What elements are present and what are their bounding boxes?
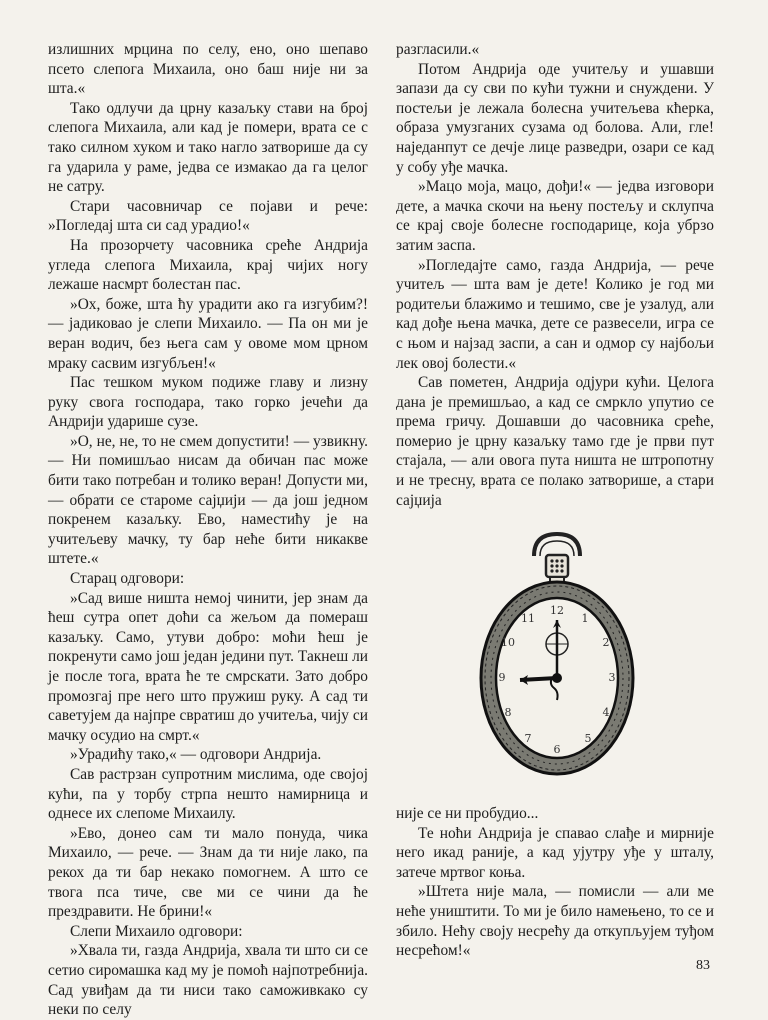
svg-text:3: 3	[608, 671, 616, 684]
svg-text:6: 6	[553, 743, 561, 756]
paragraph: Пас тешком муком подиже главу и лизну руку свога господара, тако горко јечећи да Андрији ударише сузе.	[48, 374, 368, 431]
paragraph: Слепи Михаило одговори:	[70, 922, 243, 940]
paragraph: разгласили.«	[396, 41, 480, 58]
paragraph: Сав растрзан супротним мислима, оде својој кући, па у торбу стрпа нешто намирница и однесе их слепоме Михаилу.	[48, 765, 368, 823]
paragraph: »О, не, не, то не смем допустити! — узвикну. — Ни помишљао нисам да обичан пас може бити тако потребан и толико веран! Допусти ми, — обрати се староме сајџији — да још једном покренем казаљку. Ево, наместићу је на учитељеву мачку, ту бар неће бити никакве штете.«	[48, 432, 368, 568]
paragraph: »Урадићу тако,« — одговори Андрија.	[70, 746, 322, 764]
paragraph: Стари часовничар се појави и рече: »Погледај шта си сад урадио!«	[48, 197, 368, 235]
paragraph: Те ноћи Андрија је спавао слађе и мирније него икад раније, а кад ујутру уђе у шталу, затече мртвог коња.	[396, 824, 714, 881]
svg-text:8: 8	[504, 706, 512, 719]
paragraph: Сав пометен, Андрија одјури кући. Целога дана је премишљао, а кад се смркло упутио се према гричу. Дошавши до часовника среће, померио је црну казаљку тамо где је први пут стајала, — али овога пута ништа не штропотну и не тресну, врата се полако затворише, а стари сајџија	[396, 374, 714, 509]
paragraph: »Мацо моја, мацо, дођи!« — једва изговори дете, а мачка скочи на њену постељу и склупча се крај своје болесне господарице, која убрзо затим заспа.	[396, 178, 714, 254]
paragraph: »Ох, боже, шта ћу урадити ако га изгубим?! — јадиковао је слепи Михаило. — Па он ми је веран водич, без њега сам у овоме мом црном мраку сасвим изгубљен!«	[48, 295, 368, 372]
pocket-watch-icon	[470, 528, 645, 778]
svg-text:11: 11	[521, 612, 535, 625]
svg-text:5: 5	[584, 732, 592, 745]
paragraph: »Штета није мала, — помисли — али ме неће уништити. То ми је било намењено, то се и збило. Нећу своју несрећу да откупљујем туђом несрећом!«	[396, 883, 714, 960]
paragraph: Потом Андрија оде учитељу и ушавши запази да су сви по кући тужни и снуждени. У постељи је лежала болесна учитељева кћерка, образа умузганих сузама од болова. Али, гле! наједанпут се дечје лице разведри, озари се кад у собу уђе мачка.	[396, 60, 714, 176]
paragraph: »Хвала ти, газда Андрија, хвала ти што си се сетио сиромашка кад му је помоћ најпотребнија. Сад увиђам да ти ниси тако саможивкако су неки по селу	[48, 942, 368, 1019]
svg-text:1: 1	[581, 612, 589, 625]
paragraph: Старац одговори:	[70, 570, 185, 588]
right-text-column-top	[396, 40, 714, 510]
svg-text:7: 7	[524, 732, 532, 745]
svg-text:12: 12	[550, 604, 564, 617]
paragraph: »Погледајте само, газда Андрија, — рече учитељ — шта вам је дете! Колико је год ми родитељи блажимо и тешимо, све је узалуд, али кад дође њена мачка, дете се развесели, игра се с њом и најзад заспи, а сан и одмор су најбољи лек овој болести.«	[396, 256, 714, 372]
svg-text:4: 4	[602, 706, 610, 719]
svg-text:9: 9	[498, 671, 506, 684]
right-text-column-bottom	[396, 804, 714, 961]
svg-text:10: 10	[501, 636, 515, 649]
paragraph: »Сад више ништа немој чинити, јер знам да ћеш сутра опет доћи са жељом да помераш казаљку. Само, утуви добро: моћи ћеш је покренути само још један једини пут. Такнеш ли је после тога, врата ће те смрскати. Зато добро промозгај пре него што пружиш руку. А сад ти саветујем да најпре свратиш до учитеља, чију си мачку осудио на смрт.«	[48, 589, 368, 744]
paragraph: није се ни пробудио...	[396, 805, 539, 822]
svg-text:2: 2	[602, 636, 610, 649]
paragraph: »Ево, донео сам ти мало понуда, чика Михаило, — рече. — Знам да ти није лако, па рекох да ти бар некако помогнем. А што се твога пса тиче, све ми се чини да ће прездравити. Не брини!«	[48, 824, 368, 921]
left-text-column	[48, 40, 368, 1020]
paragraph: Тако одлучи да црну казаљку стави на број слепога Михаила, али кад је помери, врата се с тако силном хуком и тако нагло затворише да су га ударила у раме, једва се измакао да га целог не сатру.	[48, 99, 368, 196]
paragraph: На прозорчету часовника среће Андрија угледа слепога Михаила, крај чијих ногу лежаше насмрт болестан пас.	[48, 236, 368, 294]
page-number: 83	[696, 958, 710, 973]
paragraph: излишних мрцина по селу, ено, оно шепаво псето слепога Михаила, оно баш није ни за шта.«	[48, 41, 368, 98]
